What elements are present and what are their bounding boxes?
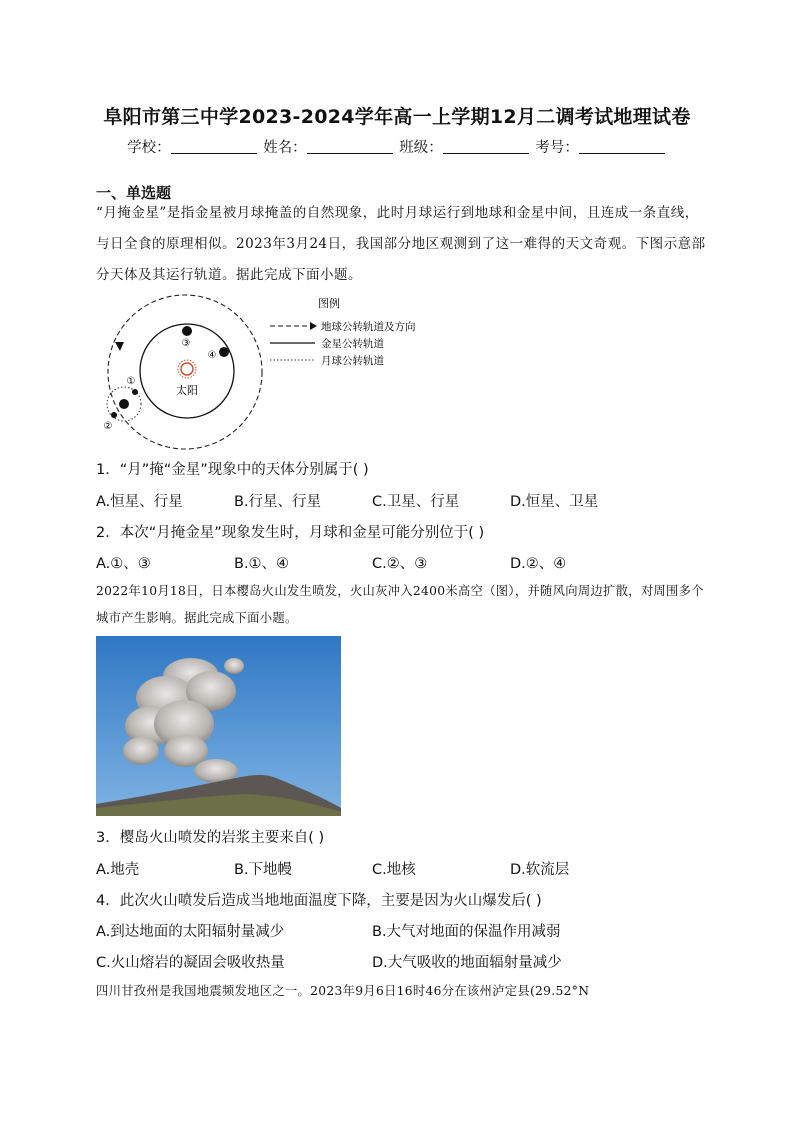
legend-venus-label: 金星公转轨道 [321,338,384,350]
q2-option-d[interactable]: D.②、④ [510,556,567,572]
question-3-stem: 3．樱岛火山喷发的岩浆主要来自( ) [96,830,325,846]
marker-4: ④ [207,350,217,361]
question-1-stem: 1．“月”掩“金星”现象中的天体分别属于( ) [96,462,369,478]
venus-position-4 [219,347,229,357]
marker-3: ③ [181,338,191,349]
marker-2: ② [103,421,113,432]
section-heading: 一、单选题 [96,184,172,202]
earth-body [119,399,129,409]
q1-option-d[interactable]: D.恒星、卫星 [510,494,599,510]
marker-1: ① [126,376,136,387]
class-blank[interactable] [443,139,529,154]
school-label: 学校： [127,140,171,156]
q1-option-a[interactable]: A.恒星、行星 [96,494,183,510]
q4-option-c[interactable]: C.火山熔岩的凝固会吸收热量 [96,955,285,971]
venus-position-3 [182,326,192,336]
student-info-line [0,136,794,157]
passage-1: “月掩金星”是指金星被月球掩盖的自然现象，此时月球运行到地球和金星中间，且连成一条直线，与日全食的原理相似。2023年3月24日，我国部分地区观测到了这一难得的天文奇观。下图示意部分天体及其运行轨道。据此完成下面小题。 [96,205,706,283]
sun-icon [178,360,196,378]
name-label: 姓名： [263,140,307,156]
legend-arrow-icon [310,322,317,330]
q4-option-d[interactable]: D.大气吸收的地面辐射量减少 [372,955,562,971]
q2-option-b[interactable]: B.①、④ [234,556,290,572]
legend-title: 图例 [318,297,340,310]
q4-option-a[interactable]: A.到达地面的太阳辐射量减少 [96,924,285,940]
q1-option-b[interactable]: B.行星、行星 [234,494,322,510]
volcano-photo [96,636,341,816]
q2-option-a[interactable]: A.①、③ [96,556,151,572]
sun-label: 太阳 [176,384,198,397]
passage-2: 2022年10月18日，日本樱岛火山发生喷发，火山灰冲入2400米高空（图），并随风向周边扩散，对周围多个城市产生影响。据此完成下面小题。 [96,584,704,625]
q1-option-c[interactable]: C.卫星、行星 [372,494,460,510]
legend-moon-label: 月球公转轨道 [321,355,384,367]
name-blank[interactable] [307,139,393,154]
number-blank[interactable] [579,139,665,154]
question-4-stem: 4．此次火山喷发后造成当地地面温度下降，主要是因为火山爆发后( ) [96,893,542,909]
orbit-direction-arrow [115,342,124,351]
q4-option-b[interactable]: B.大气对地面的保温作用减弱 [372,924,561,940]
class-label: 班级： [399,140,443,156]
q3-option-b[interactable]: B.下地幔 [234,862,293,878]
question-2-stem: 2．本次“月掩金星”现象发生时，月球和金星可能分别位于( ) [96,525,485,541]
orbit-diagram [100,294,430,454]
legend-earth-label: 地球公转轨道及方向 [321,321,416,333]
q3-option-a[interactable]: A.地壳 [96,862,140,878]
q3-option-c[interactable]: C.地核 [372,862,416,878]
moon-position-1 [132,389,138,395]
passage-3: 四川甘孜州是我国地震频发地区之一。2023年9月6日16时46分在该州泸定县(29.52°N [96,984,590,998]
q3-option-d[interactable]: D.软流层 [510,862,570,878]
earth-orbit [108,295,262,449]
q2-option-c[interactable]: C.②、③ [372,556,428,572]
exam-title: 阜阳市第三中学2023-2024学年高一上学期12月二调考试地理试卷 [103,106,691,128]
number-label: 考号： [535,140,579,156]
moon-position-2 [111,412,117,418]
school-blank[interactable] [171,139,257,154]
